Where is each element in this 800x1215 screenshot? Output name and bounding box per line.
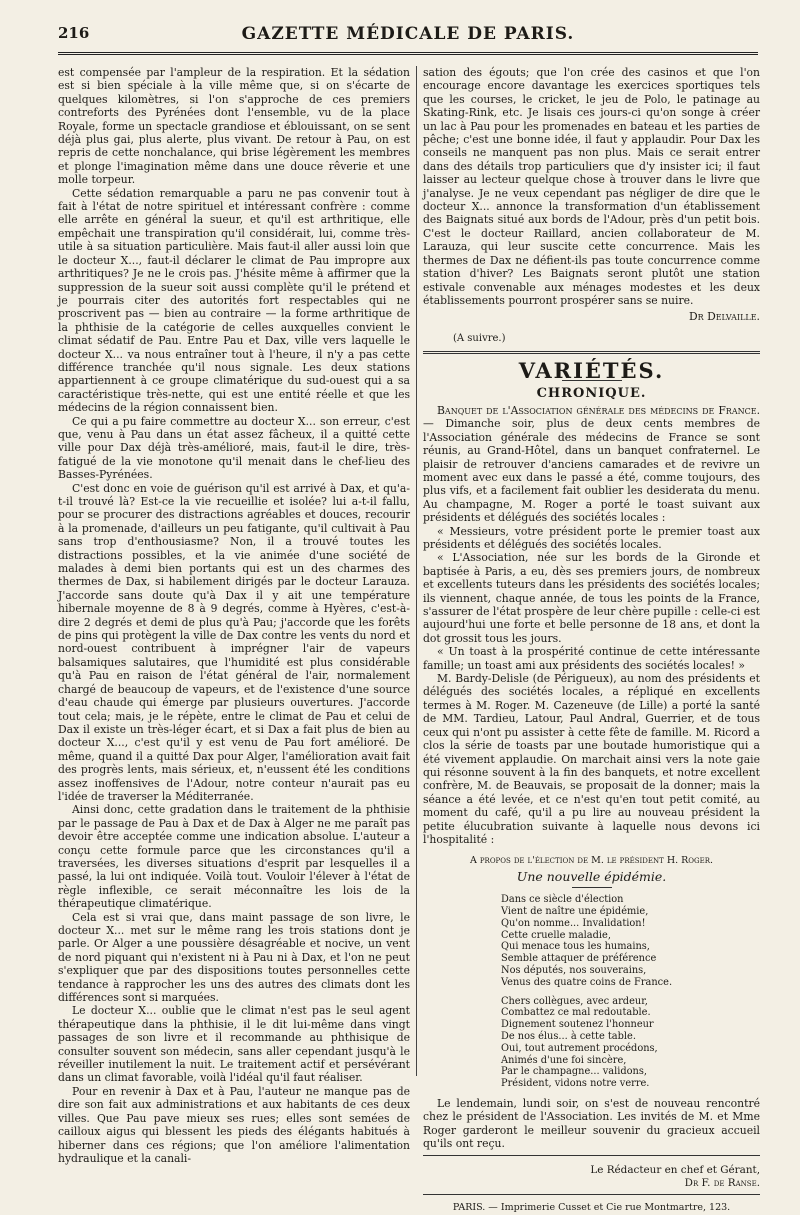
chronicle-paragraph: M. Bardy-Delisle (de Périgueux), au nom des présidents et délégués des sociétés locales, a répliqué en excellents termes à M. Roger. M. Cazeneuve (de Lille) a porté la santé de MM. Tardieu, Latour, Paul Andral, Guerrier, et de tous ceux qui n'ont pu assister à cette fête de famille. M. Ricord a clos la série de toasts par une boutade humoristique qui a été vivement applaudie. On marchait ainsi vers la note gaie qui résonne souvent à la fin des banquets, et notre excellent confrère, M. de Beauvais, se proposait de la donner; mais la séance a été levée, et ce n'est qu'en tout petit comité, au moment du café, qu'il a pu lire au nouveau président la petite élucubration suivante à laquelle nous devons ici l'hospitalité : — [423, 672, 760, 846]
editor-role: Le Rédacteur en chef et Gérant, — [590, 1163, 760, 1176]
right-column — [423, 66, 760, 1215]
printer-line: PARIS. — Imprimerie Cusset et Cie rue Montmartre, 123. — [452, 1202, 731, 1214]
subsection-title: CHRONIQUE. — [536, 385, 647, 401]
poem-stanza — [501, 996, 760, 1090]
poem-line: Président, vidons notre verre. — [501, 1078, 650, 1090]
printer-rule — [423, 1194, 760, 1195]
article-paragraph: Ainsi donc, cette gradation dans le traitement de la phthisie par le passage de Pau à Dax et de Dax à Alger ne me paraît pas devoir être acceptée comme une indication absolue. L'auteur a conçu cette formule parce que les circonstances qu'il a traversées, les diverses situations d'esprit par lesquelles il a passé, la lui ont indiquée. Voilà tout. Vouloir l'élever à l'état de règle inflexible, ce serait méconnaître les lois de la thérapeutique climatérique. — [58, 803, 410, 911]
left-column — [58, 66, 410, 1165]
editor-name: Dr F. de Ranse. — [684, 1176, 760, 1189]
poem-line: Cette cruelle maladie, — [501, 929, 611, 941]
poem-line: Chers collègues, avec ardeur, — [501, 995, 648, 1007]
article-paragraph: Pour en revenir à Dax et à Pau, l'auteur ne manque pas de dire son fait aux administrations et aux habitants de ces deux villes. Que Pau pave mieux ses rues; elles sont semées de cailloux aigus qui blessent les pieds des élégants habitués à hiberner dans ces régions; que l'on améliore l'alimentation hydraulique et la canali- — [58, 1084, 410, 1165]
imprint — [423, 1164, 760, 1191]
poem-line: Combattez ce mal redoutable. — [501, 1007, 651, 1019]
poem-title: Une nouvelle épidémie. — [516, 868, 667, 884]
chronicle-paragraph: « L'Association, née sur les bords de la Gironde et baptisée à Paris, a eu, dès ses premiers jours, de nombreux et excellents tuteurs dans les présidents des sociétés locales; ils viennent, chaque année, de tous les points de la France, s'assurer de l'état prospère de leur chère pupille : celle-ci est aujourd'hui une forte et belle personne de 18 ans, et dont la dot grossit tous les jours. — [423, 551, 760, 645]
article-paragraph: Cette sédation remarquable a paru ne pas convenir tout à fait à l'état de notre spirituel et intéressant confrère : comme elle arrête en général la sueur, et qu'il est arthritique, elle empêchait une transpiration qu'il considérait, lui, comme très-utile à sa situation particulière. Mais faut-il aller aussi loin que le docteur X..., faut-il déclarer le climat de Pau impropre aux arthritiques? Je ne le crois pas. J'hésite même à affirmer que la suppression de la sueur soit aussi complète qu'il le prétend et je pourrais citer des autorités fort respectables qui ne proscrivent pas — bien au contraire — la forme arthritique de la phthisie de la catégorie de celles auxquelles convient le climat sédatif de Pau. Entre Pau et Dax, ville vers laquelle le docteur X... va nous entraîner tout à l'heure, il n'y a pas cette différence tranchée qu'il nous signale. Les deux stations appartiennent à ce groupe climatérique du sud-ouest qui a sa caractéristique très-nette, qui est une entité réelle et que les médecins de la région connaissent bien. — [58, 186, 410, 415]
article-paragraph: sation des égouts; que l'on crée des casinos et que l'on encourage encore davantage les exercices sportiques tels que les courses, le cricket, le jeu de Polo, le patinage au Skating-Rink, etc. Je lisais ces jours-ci qu'on songe à créer un lac à Pau pour les promenades en bateau et les parties de pêche; c'est une bonne idée, il faut y applaudir. Pour Dax les conseils ne manquent pas non plus. Mais ce serait entrer dans des détails trop particuliers que d'y insister ici; il faut laisser au lecteur quelque chose à trouver dans le livre que j'analyse. Je ne veux cependant pas négliger de dire que le docteur X... annonce la transformation d'un établissement des Baignats situé aux bords de l'Adour, près d'un petit bois. C'est le docteur Raillard, ancien collaborateur de M. Larauza, qui leur suscite cette concurrence. Mais les thermes de Dax ne défient-ils pas toute concurrence comme station d'hiver? Les Baignats seront plutôt une station estivale convenable aux ménages modestes et les deux établissements pourront prospérer sans se nuire. — [423, 66, 760, 307]
poem-line: Animés d'une foi sincère, — [501, 1054, 627, 1066]
to-be-continued: (A suivre.) — [453, 332, 506, 344]
author-signature: Dr Delvaille. — [688, 310, 760, 324]
poem-line: Vient de naître une épidémie, — [501, 905, 649, 917]
chronicle-closing: Le lendemain, lundi soir, on s'est de nouveau rencontré chez le président de l'Association. Les invités de M. et Mme Roger garderont le meilleur souvenir du gracieux accueil qu'ils ont reçu. — [423, 1096, 760, 1151]
poem-line: Par le champagne... validons, — [501, 1066, 647, 1078]
poem-line: Oui, tout autrement procédons, — [501, 1042, 658, 1054]
poem-heading: A propos de l'élection de M. le président H. Roger. — [469, 855, 714, 867]
poem-line: Semble attaquer de préférence — [501, 953, 657, 965]
article-paragraph: Cela est si vrai que, dans maint passage de son livre, le docteur X... met sur le même rang les trois stations dont je parle. Or Alger a une poussière désagréable et nocive, un vent de nord piquant qui n'existent ni à Pau ni à Dax, et l'on ne peut s'expliquer que par des dispositions toutes personnelles cette tendance à rapprocher les uns des autres des climats dont les différences sont si marquées. — [58, 910, 410, 1005]
page-header — [58, 24, 758, 48]
chronicle-paragraph: — Dimanche soir, plus de deux cents membres de l'Association générale des médecins de France se sont réunis, au Grand-Hôtel, dans un banquet confraternel. Le plaisir de retrouver d'anciens camarades et de revivre un moment avec eux dans le passé a été, comme toujours, des plus vifs, et a facilement fait oublier les desiderata du menu. Au champagne, M. Roger a porté le toast suivant aux présidents et délégués des sociétés locales : — [423, 417, 760, 525]
chronicle-paragraph: « Un toast à la prospérité continue de cette intéressante famille; un toast ami aux présidents des sociétés locales! » — [423, 645, 760, 672]
poem-line: Nos députés, nos souverains, — [501, 964, 647, 976]
section-title: VARIÉTÉS. — [518, 358, 665, 384]
header-rule — [58, 52, 758, 55]
poem-rule — [572, 887, 612, 888]
chronicle-lead: Banquet de l'Association générale des médecins de France. — [437, 403, 760, 417]
page-number: 216 — [58, 24, 90, 42]
column-divider — [416, 66, 417, 1076]
poem-line: De nos élus... à cette table. — [501, 1030, 636, 1042]
chronicle-paragraph: « Messieurs, votre président porte le premier toast aux présidents et délégués des sociétés locales. — [423, 524, 760, 551]
imprint-rule — [423, 1155, 760, 1156]
article-paragraph: Le docteur X... oublie que le climat n'est pas le seul agent thérapeutique dans la phthisie, il le dit lui-même dans vingt passages de son livre et il recommande au phthisique de consulter souvent son médecin, sans aller cependant jusqu'à le réveiller inutilement la nuit. Le traitement actif et persévérant dans un climat favorable, voilà l'idéal qu'il faut réaliser. — [58, 1004, 410, 1085]
poem-stanza — [501, 894, 760, 988]
poem-line: Venus des quatre coins de France. — [501, 976, 673, 988]
journal-title: GAZETTE MÉDICALE DE PARIS. — [241, 24, 575, 44]
poem-line: Dans ce siècle d'élection — [501, 894, 624, 906]
poem-line: Qui menace tous les humains, — [501, 941, 650, 953]
section-rule — [423, 351, 760, 354]
article-paragraph: est compensée par l'ampleur de la respiration. Et la sédation est si bien spéciale à la ville même que, si on s'écarte de quelques kilomètres, si l'on s'approche de ces premiers contreforts des Pyrénées dont l'ensemble, vu de la place Royale, forme un spectacle grandiose et éblouissant, on se sent déjà plus gai, plus alerte, plus vivant. De retour à Pau, on est repris de cette nonchalance, qui brise légèrement les membres et plonge l'imagination même dans une douce rêverie et une molle torpeur. — [58, 66, 410, 187]
poem-line: Dignement soutenez l'honneur — [501, 1019, 654, 1031]
poem-line: Qu'on nomme... Invalidation! — [501, 917, 646, 929]
article-paragraph: C'est donc en voie de guérison qu'il est arrivé à Dax, et qu'a-t-il trouvé là? Est-ce la vie recueillie et isolée? lui a-t-il fallu, pour se procurer des distractions agréables et douces, recourir à la promenade, d'ailleurs un peu fatigante, qu'il cultivait à Pau sans trop d'enthousiasme? Non, il a trouvé toutes les distractions possibles, et la vie animée d'une société de malades à demi bien portants qui est un des charmes des thermes de Dax, si habilement dirigés par le docteur Larauza. J'accorde sans doute qu'à Dax il y ait une température hibernale moyenne de 8 à 9 degrés, comme à Hyères, c'est-à-dire 2 degrés et demi de plus qu'à Pau; j'accorde que les forêts de pins qui protègent la ville de Dax contre les vents du nord et nord-ouest contribuent à imprégner l'air de vapeurs balsamiques salutaires, que l'humidité est plus considérable qu'à Pau en raison de l'état général de l'air, normalement chargé de beaucoup de vapeurs, et de l'existence d'une source d'eau chaude qui émerge par plusieurs ouvertures. J'accorde tout cela; mais, je le répète, entre le climat de Pau et celui de Dax il existe un très-léger écart, et si Dax a fait plus de bien au docteur X..., c'est qu'il y est venu de Pau fort amélioré. De même, quand il a quitté Dax pour Alger, l'amélioration avait fait des progrès lents, mais sérieux, et, n'eussent été les conditions assez inoffensives de l'Adour, notre conteur n'aurait pas eu l'idée de traverser la Méditerranée. — [58, 481, 410, 803]
article-paragraph: Ce qui a pu faire commettre au docteur X... son erreur, c'est que, venu à Pau dans un état assez fâcheux, il a quitté cette ville pour Dax déjà très-amélioré, mais, faut-il le dire, très-fatigué de la vie monotone qu'il menait dans le chef-lieu des Basses-Pyrénées. — [58, 414, 410, 482]
